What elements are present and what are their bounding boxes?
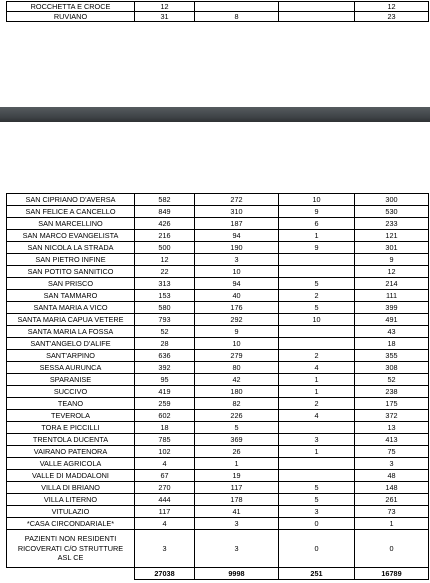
table-row: [7, 434, 429, 446]
active-cases-cell: 52: [355, 374, 429, 386]
deaths-cell: 0: [279, 530, 355, 568]
municipality-cell: SAN TAMMARO: [7, 290, 135, 302]
total-cases-cell: 259: [135, 398, 195, 410]
recovered-cell: 40: [195, 290, 279, 302]
table-row: [7, 266, 429, 278]
recovered-cell: 178: [195, 494, 279, 506]
total-cases-cell: 4: [135, 458, 195, 470]
active-cases-cell: 43: [355, 326, 429, 338]
total-cases-cell: 785: [135, 434, 195, 446]
total-cases-cell: 444: [135, 494, 195, 506]
total-cases-cell: 3: [135, 530, 195, 568]
deaths-cell: 2: [279, 350, 355, 362]
table-row: [7, 254, 429, 266]
table-row: [7, 398, 429, 410]
municipality-cell: SANTA MARIA LA FOSSA: [7, 326, 135, 338]
table-row: [7, 326, 429, 338]
total-cases-cell: 27038: [135, 568, 195, 580]
table-row: [7, 410, 429, 422]
deaths-cell: 9: [279, 242, 355, 254]
municipality-cell: VITULAZIO: [7, 506, 135, 518]
municipality-cell: SESSA AURUNCA: [7, 362, 135, 374]
total-cases-cell: 582: [135, 194, 195, 206]
deaths-cell: 4: [279, 362, 355, 374]
table-row: [7, 386, 429, 398]
table-row: [7, 2, 429, 12]
active-cases-cell: 23: [355, 12, 429, 22]
deaths-cell: 2: [279, 398, 355, 410]
total-cases-cell: 636: [135, 350, 195, 362]
recovered-cell: 1: [195, 458, 279, 470]
recovered-cell: 41: [195, 506, 279, 518]
active-cases-cell: 355: [355, 350, 429, 362]
recovered-cell: 10: [195, 266, 279, 278]
total-cases-cell: 4: [135, 518, 195, 530]
recovered-cell: 3: [195, 518, 279, 530]
page-divider-bar: [0, 107, 430, 122]
total-cases-cell: 216: [135, 230, 195, 242]
municipality-cell: SANTA MARIA CAPUA VETERE: [7, 314, 135, 326]
table-row: [7, 302, 429, 314]
table-row: [7, 482, 429, 494]
total-cases-cell: 18: [135, 422, 195, 434]
recovered-cell: 292: [195, 314, 279, 326]
active-cases-cell: 300: [355, 194, 429, 206]
recovered-cell: 117: [195, 482, 279, 494]
total-cases-cell: 52: [135, 326, 195, 338]
municipality-cell: SAN POTITO SANNITICO: [7, 266, 135, 278]
municipality-cell: SANTA MARIA A VICO: [7, 302, 135, 314]
active-cases-cell: 214: [355, 278, 429, 290]
table-row: [7, 518, 429, 530]
table-row: [7, 314, 429, 326]
deaths-cell: [279, 422, 355, 434]
table-row: [7, 422, 429, 434]
table-row: [7, 218, 429, 230]
total-cases-cell: 12: [135, 2, 195, 12]
table-row: [7, 470, 429, 482]
total-cases-cell: 12: [135, 254, 195, 266]
active-cases-cell: 48: [355, 470, 429, 482]
municipality-cell: TEVEROLA: [7, 410, 135, 422]
active-cases-cell: 18: [355, 338, 429, 350]
municipality-cell: [7, 568, 135, 580]
table-row: [7, 338, 429, 350]
active-cases-cell: 175: [355, 398, 429, 410]
table-row: [7, 12, 429, 22]
total-cases-cell: 500: [135, 242, 195, 254]
deaths-cell: 9: [279, 206, 355, 218]
active-cases-cell: 148: [355, 482, 429, 494]
table-row: [7, 230, 429, 242]
municipality-cell: VILLA LITERNO: [7, 494, 135, 506]
active-cases-cell: 413: [355, 434, 429, 446]
active-cases-cell: 3: [355, 458, 429, 470]
municipality-cell: SAN CIPRIANO D'AVERSA: [7, 194, 135, 206]
municipality-cell: SAN PRISCO: [7, 278, 135, 290]
deaths-cell: 3: [279, 506, 355, 518]
active-cases-cell: 301: [355, 242, 429, 254]
deaths-cell: [279, 266, 355, 278]
total-cases-cell: 270: [135, 482, 195, 494]
active-cases-cell: 111: [355, 290, 429, 302]
deaths-cell: [279, 254, 355, 266]
deaths-cell: 4: [279, 410, 355, 422]
recovered-cell: 190: [195, 242, 279, 254]
recovered-cell: 180: [195, 386, 279, 398]
deaths-cell: 10: [279, 314, 355, 326]
active-cases-cell: 73: [355, 506, 429, 518]
table-row: [7, 446, 429, 458]
recovered-cell: 310: [195, 206, 279, 218]
active-cases-cell: 13: [355, 422, 429, 434]
total-cases-cell: 419: [135, 386, 195, 398]
table-row: [7, 278, 429, 290]
total-cases-cell: 426: [135, 218, 195, 230]
total-cases-cell: 31: [135, 12, 195, 22]
active-cases-cell: 0: [355, 530, 429, 568]
municipality-cell: SAN MARCELLINO: [7, 218, 135, 230]
deaths-cell: [279, 470, 355, 482]
deaths-cell: [279, 2, 355, 12]
deaths-cell: 2: [279, 290, 355, 302]
municipality-cell: SUCCIVO: [7, 386, 135, 398]
active-cases-cell: 12: [355, 266, 429, 278]
deaths-cell: [279, 458, 355, 470]
municipality-cases-table: [6, 193, 429, 580]
recovered-cell: 8: [195, 12, 279, 22]
recovered-cell: 80: [195, 362, 279, 374]
total-cases-cell: 28: [135, 338, 195, 350]
deaths-cell: 251: [279, 568, 355, 580]
table-row: [7, 374, 429, 386]
total-cases-cell: 153: [135, 290, 195, 302]
table-row: [7, 458, 429, 470]
recovered-cell: 5: [195, 422, 279, 434]
totals-row: [7, 568, 429, 580]
table-row: [7, 206, 429, 218]
deaths-cell: 1: [279, 386, 355, 398]
active-cases-cell: 233: [355, 218, 429, 230]
active-cases-cell: 308: [355, 362, 429, 374]
municipality-cell: SPARANISE: [7, 374, 135, 386]
municipality-cell: ROCCHETTA E CROCE: [7, 2, 135, 12]
total-cases-cell: 793: [135, 314, 195, 326]
recovered-cell: 272: [195, 194, 279, 206]
recovered-cell: 42: [195, 374, 279, 386]
deaths-cell: 1: [279, 374, 355, 386]
municipality-cell: TORA E PICCILLI: [7, 422, 135, 434]
table-row: [7, 494, 429, 506]
recovered-cell: 26: [195, 446, 279, 458]
recovered-cell: 187: [195, 218, 279, 230]
recovered-cell: 19: [195, 470, 279, 482]
total-cases-cell: 580: [135, 302, 195, 314]
recovered-cell: [195, 2, 279, 12]
deaths-cell: 10: [279, 194, 355, 206]
total-cases-cell: 602: [135, 410, 195, 422]
municipality-cell: TEANO: [7, 398, 135, 410]
municipality-cell: SANT'ANGELO D'ALIFE: [7, 338, 135, 350]
recovered-cell: 279: [195, 350, 279, 362]
recovered-cell: 10: [195, 338, 279, 350]
total-cases-cell: 849: [135, 206, 195, 218]
deaths-cell: 5: [279, 482, 355, 494]
deaths-cell: 1: [279, 446, 355, 458]
active-cases-cell: 1: [355, 518, 429, 530]
active-cases-cell: 261: [355, 494, 429, 506]
recovered-cell: 94: [195, 278, 279, 290]
municipality-cell: SANT'ARPINO: [7, 350, 135, 362]
recovered-cell: 9: [195, 326, 279, 338]
active-cases-cell: 530: [355, 206, 429, 218]
recovered-cell: 9998: [195, 568, 279, 580]
recovered-cell: 3: [195, 530, 279, 568]
deaths-cell: 5: [279, 278, 355, 290]
deaths-cell: [279, 326, 355, 338]
deaths-cell: 0: [279, 518, 355, 530]
municipality-cell: VALLE DI MADDALONI: [7, 470, 135, 482]
total-cases-cell: 95: [135, 374, 195, 386]
municipality-cell: VILLA DI BRIANO: [7, 482, 135, 494]
total-cases-cell: 102: [135, 446, 195, 458]
deaths-cell: 5: [279, 494, 355, 506]
deaths-cell: [279, 338, 355, 350]
municipality-cell: PAZIENTI NON RESIDENTI RICOVERATI C/O STRUTTURE ASL CE: [7, 530, 135, 568]
active-cases-cell: 12: [355, 2, 429, 12]
active-cases-cell: 372: [355, 410, 429, 422]
table-row: [7, 290, 429, 302]
total-cases-cell: 117: [135, 506, 195, 518]
table-row: [7, 506, 429, 518]
recovered-cell: 3: [195, 254, 279, 266]
active-cases-cell: 16789: [355, 568, 429, 580]
municipality-cell: SAN FELICE A CANCELLO: [7, 206, 135, 218]
active-cases-cell: 9: [355, 254, 429, 266]
municipality-cell: *CASA CIRCONDARIALE*: [7, 518, 135, 530]
total-cases-cell: 22: [135, 266, 195, 278]
active-cases-cell: 238: [355, 386, 429, 398]
recovered-cell: 82: [195, 398, 279, 410]
table-row: [7, 350, 429, 362]
deaths-cell: 6: [279, 218, 355, 230]
total-cases-cell: 392: [135, 362, 195, 374]
deaths-cell: 3: [279, 434, 355, 446]
recovered-cell: 226: [195, 410, 279, 422]
deaths-cell: 1: [279, 230, 355, 242]
table-row: [7, 242, 429, 254]
top-table-fragment: [6, 1, 429, 22]
total-cases-cell: 313: [135, 278, 195, 290]
recovered-cell: 176: [195, 302, 279, 314]
table-row: [7, 362, 429, 374]
municipality-cell: RUVIANO: [7, 12, 135, 22]
recovered-cell: 369: [195, 434, 279, 446]
recovered-cell: 94: [195, 230, 279, 242]
municipality-cell: VAIRANO PATENORA: [7, 446, 135, 458]
total-cases-cell: 67: [135, 470, 195, 482]
municipality-cell: SAN NICOLA LA STRADA: [7, 242, 135, 254]
non-resident-patients-row: [7, 530, 429, 568]
table-row: [7, 194, 429, 206]
deaths-cell: [279, 12, 355, 22]
municipality-cell: SAN MARCO EVANGELISTA: [7, 230, 135, 242]
municipality-cell: SAN PIETRO INFINE: [7, 254, 135, 266]
active-cases-cell: 121: [355, 230, 429, 242]
municipality-cell: VALLE AGRICOLA: [7, 458, 135, 470]
active-cases-cell: 399: [355, 302, 429, 314]
active-cases-cell: 491: [355, 314, 429, 326]
deaths-cell: 5: [279, 302, 355, 314]
municipality-cell: TRENTOLA DUCENTA: [7, 434, 135, 446]
active-cases-cell: 75: [355, 446, 429, 458]
